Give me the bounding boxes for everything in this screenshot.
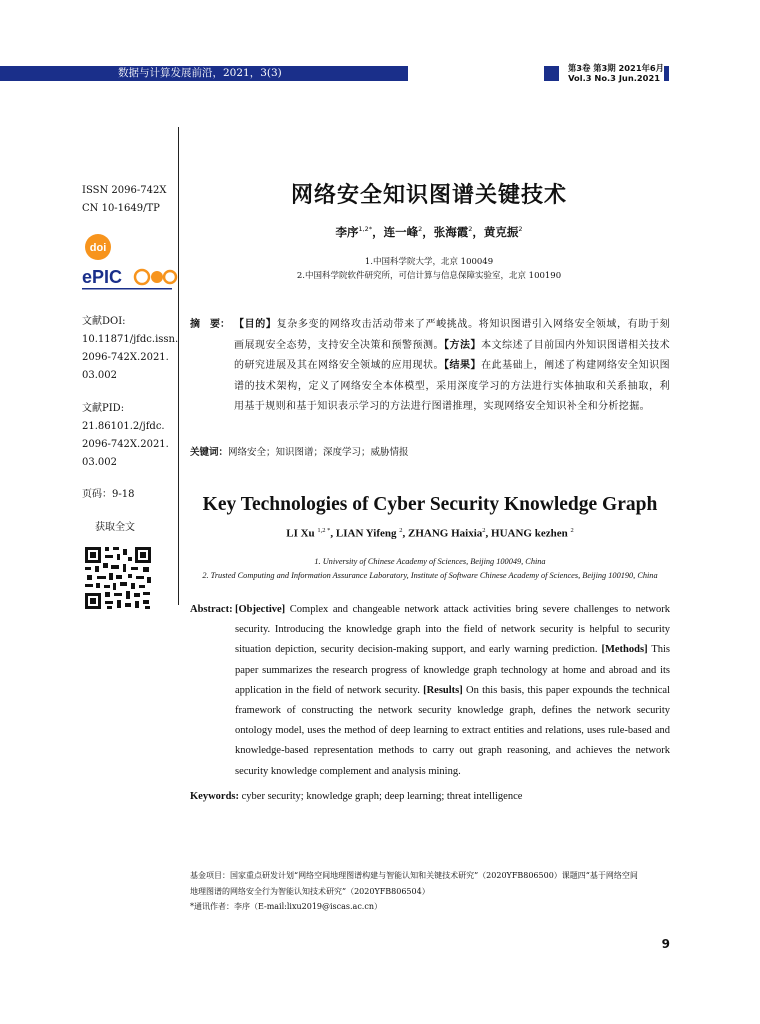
header-square-right <box>664 66 669 81</box>
epic-logo-text: ePIC <box>82 267 123 287</box>
keywords-en <box>190 791 522 802</box>
get-fulltext-label: 获取全文 <box>95 522 135 533</box>
abstract-en-label: Abstract: <box>190 604 233 615</box>
author-affil-sup: 2 <box>482 527 486 534</box>
issue-info <box>568 63 664 83</box>
results-text: 在此基础上，阐述了构建网络安全知识图谱的技术架构，定义了网络安全本体模型，采用深度学习的方法进行实体抽取和关系抽取，利用基于规则和基于知识表示学习的方法进行图谱推理，实现网络安全知识补全和分析挖掘。 <box>234 360 670 412</box>
doi-line-2[interactable]: 2096-742X.2021. <box>82 352 169 363</box>
keywords-en-text: cyber security; knowledge graph; deep learning; threat intelligence <box>239 791 523 802</box>
author-sep: , <box>330 527 336 540</box>
pid-line-1: 21.86101.2/jfdc. <box>82 421 165 432</box>
author-name: 张海霞 <box>433 225 469 239</box>
objective-text: 复杂多变的网络攻击活动带来了严峻挑战。将知识图谱引入网络安全领域，有助于刻画展现安全态势，支持安全决策和预警预测。 <box>234 319 670 351</box>
author-affil-sup: 1,2 * <box>317 527 331 534</box>
paper-title-cn: 网络安全知识图谱关键技术 <box>290 182 567 208</box>
affiliation-en-2: 2. Trusted Computing and Information Assurance Laboratory, Institute of Software Chinese Academy of Sciences, Beijing 100190, China <box>202 571 658 580</box>
doi-label: 文献DOI: <box>82 316 126 327</box>
abstract-cn-body <box>234 315 670 418</box>
results-text: On this basis, this paper expounds the technical framework of constructing the network security knowledge graph, defines the network security ontology model, uses the method of deep learning to extract entities and relations, uses rule-based and knowledge-based representation methods to carry out graph reasoning, and achieves the network security knowledge complement and analysis mining. <box>235 684 670 777</box>
author-affil-sup: 2 <box>468 225 473 234</box>
author-sep: ， <box>422 225 434 239</box>
authors-cn <box>190 224 668 240</box>
keywords-cn-label: 关键词： <box>190 447 229 458</box>
author-name: 黄克振 <box>483 225 519 239</box>
methods-heading: 【方法】 <box>444 339 482 351</box>
qr-code-icon[interactable] <box>83 545 153 611</box>
author-sep: ， <box>472 225 484 239</box>
doi-line-1[interactable]: 10.11871/jfdc.issn. <box>82 334 179 345</box>
abstract-en <box>190 600 670 782</box>
author-name: ZHANG Haixia <box>408 527 483 540</box>
header-square-left <box>544 66 559 81</box>
affiliation-en-1: 1. University of Chinese Academy of Sciences, Beijing 100049, China <box>314 557 546 566</box>
keywords-cn-text: 网络安全；知识图谱；深度学习；威胁情报 <box>228 447 409 458</box>
author-affil-sup: 1,2* <box>358 225 373 234</box>
pid-line-2: 2096-742X.2021. <box>82 439 169 450</box>
affiliation-cn-1: 1.中国科学院大学，北京 100049 <box>364 257 494 267</box>
objective-heading: 【目的】 <box>234 319 277 330</box>
author-affil-sup: 2 <box>399 527 403 534</box>
column-divider <box>178 127 179 605</box>
results-heading: [Results] <box>423 684 463 696</box>
doi-logo-text: doi <box>89 242 107 254</box>
methods-heading: [Methods] <box>601 644 648 656</box>
issue-en: Vol.3 No.3 Jun.2021 <box>568 73 660 83</box>
author-affil-sup: 2 <box>418 225 423 234</box>
author-sep: , <box>485 527 492 540</box>
abstract-cn-label: 摘 要： <box>190 319 230 330</box>
objective-heading: [Objective] <box>235 604 286 615</box>
abstract-en-body <box>235 600 670 782</box>
issn: ISSN 2096-742X <box>82 185 167 196</box>
author-name: LI Xu <box>286 527 315 540</box>
cn-number: CN 10-1649/TP <box>82 203 160 214</box>
author-name: LIAN Yifeng <box>335 527 397 540</box>
journal-citation: 数据与计算发展前沿，2021，3(3) <box>118 67 282 79</box>
author-affil-sup: 2 <box>570 527 574 534</box>
paper-title-en: Key Technologies of Cyber Security Knowledge Graph <box>202 494 658 515</box>
author-affil-sup: 2 <box>518 225 523 234</box>
pid-line-3: 03.002 <box>82 457 117 468</box>
doi-line-3[interactable]: 03.002 <box>82 370 117 381</box>
funding-note-line-1: 基金项目：国家重点研发计划“网络空间地理图谱构建与智能认知和关键技术研究”（2020YFB806500）课题四“基于网络空间 <box>190 871 638 880</box>
doi-logo-icon[interactable] <box>84 233 114 265</box>
funding-note-line-2: 地理图谱的网络安全行为智能认知技术研究”（2020YFB806504） <box>190 886 430 896</box>
methods-text: 本文综述了目前国内外知识图谱相关技术的研究进展及其在网络安全领域的应用现状。 <box>234 339 670 371</box>
author-name: HUANG kezhen <box>491 527 568 540</box>
page-range: 页码：9-18 <box>82 489 135 500</box>
affiliation-cn-2: 2.中国科学院软件研究所，可信计算与信息保障实验室，北京 100190 <box>296 271 562 281</box>
results-heading: 【结果】 <box>444 360 482 371</box>
page-number: 9 <box>661 937 670 951</box>
authors-en <box>190 527 670 540</box>
pid-label: 文献PID: <box>82 403 125 414</box>
footnotes <box>190 868 672 915</box>
issue-cn: 第3卷 第3期 2021年6月 <box>568 63 664 73</box>
corresponding-author-note: *通讯作者：李序（E-mail:lixu2019@iscas.ac.cn） <box>190 902 382 911</box>
keywords-en-label: Keywords: <box>190 791 239 802</box>
author-name: 连一峰 <box>383 225 419 239</box>
methods-text: This paper summarizes the research progress of knowledge graph technology at home and abroad and its application in the field of network security. <box>235 644 670 696</box>
objective-text: Complex and changeable network attack activities bring severe challenges to network security. Introducing the knowledge graph into the field of network security is helpful to security situation depiction, security decision-making support, and early warning prediction. <box>235 604 670 656</box>
author-sep: , <box>402 527 409 540</box>
keywords-cn <box>190 444 409 458</box>
author-name: 李序 <box>335 225 359 239</box>
epic-logo-icon[interactable] <box>82 264 178 296</box>
abstract-cn <box>190 315 670 418</box>
author-sep: ， <box>372 225 384 239</box>
